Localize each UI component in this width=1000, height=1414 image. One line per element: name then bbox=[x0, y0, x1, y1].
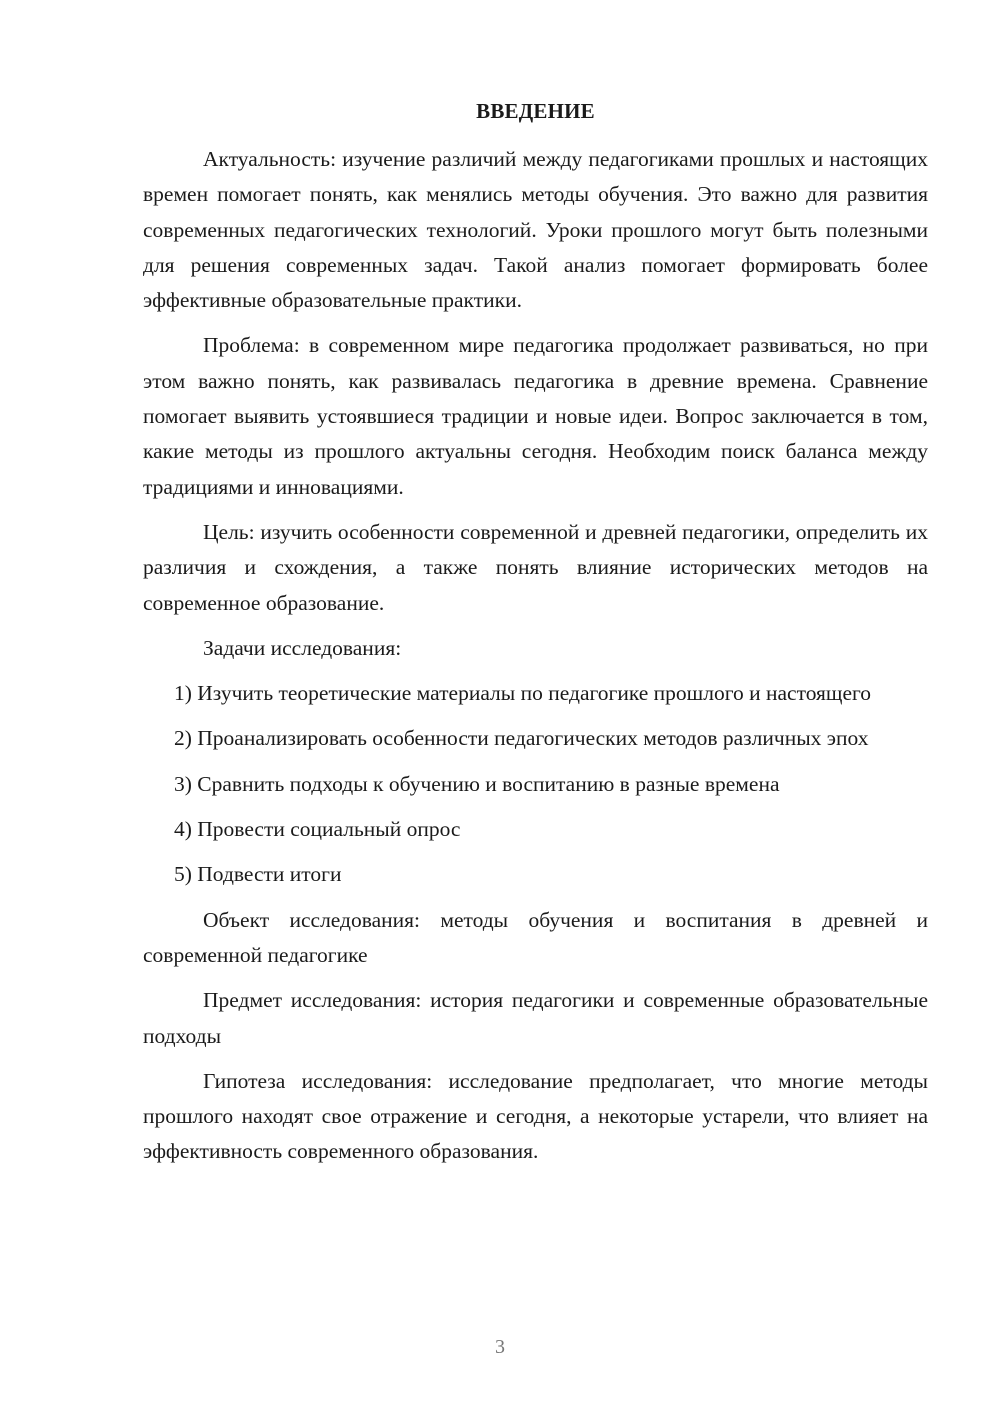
subject-paragraph: Предмет исследования: история педагогики и современные образовательные подходы bbox=[143, 988, 928, 1048]
document-body bbox=[143, 142, 928, 1180]
task-item-4: 4) Провести социальный опрос bbox=[174, 817, 461, 842]
object-paragraph: Объект исследования: методы обучения и воспитания в древней и современной педагогике bbox=[143, 907, 928, 967]
task-item-2: 2) Проанализировать особенности педагогических методов различных эпох bbox=[174, 726, 869, 751]
goal-paragraph: Цель: изучить особенности современной и древней педагогики, определить их различия и схождения, а также понять влияние исторических методов на современное образование. bbox=[143, 519, 928, 615]
tasks-heading: Задачи исследования: bbox=[203, 635, 402, 660]
section-title: ВВЕДЕНИЕ bbox=[476, 99, 595, 123]
task-item-3: 3) Сравнить подходы к обучению и воспитанию в разные времена bbox=[174, 771, 780, 796]
problem-paragraph: Проблема: в современном мире педагогика продолжает развиваться, но при этом важно понять, как развивалась педагогика в древние времена. Сравнение помогает выявить устоявшиеся традиции и новые идеи. Вопрос заключается в том, какие методы из прошлого актуальны сегодня. Необходим поиск баланса между традициями и инновациями. bbox=[143, 333, 928, 499]
task-item-5: 5) Подвести итоги bbox=[174, 862, 342, 887]
hypothesis-paragraph: Гипотеза исследования: исследование предполагает, что многие методы прошлого находят свое отражение и сегодня, а некоторые устарели, что влияет на эффективность современного образования. bbox=[143, 1068, 928, 1164]
page-number: 3 bbox=[495, 1336, 505, 1358]
relevance-paragraph: Актуальность: изучение различий между педагогиками прошлых и настоящих времен помогает понять, как менялись методы обучения. Это важно для развития современных педагогических технологий. Уроки прошлого могут быть полезными для решения современных задач. Такой анализ помогает формировать более эффективные образовательные практики. bbox=[143, 147, 928, 313]
task-item-1: 1) Изучить теоретические материалы по педагогике прошлого и настоящего bbox=[174, 681, 872, 706]
